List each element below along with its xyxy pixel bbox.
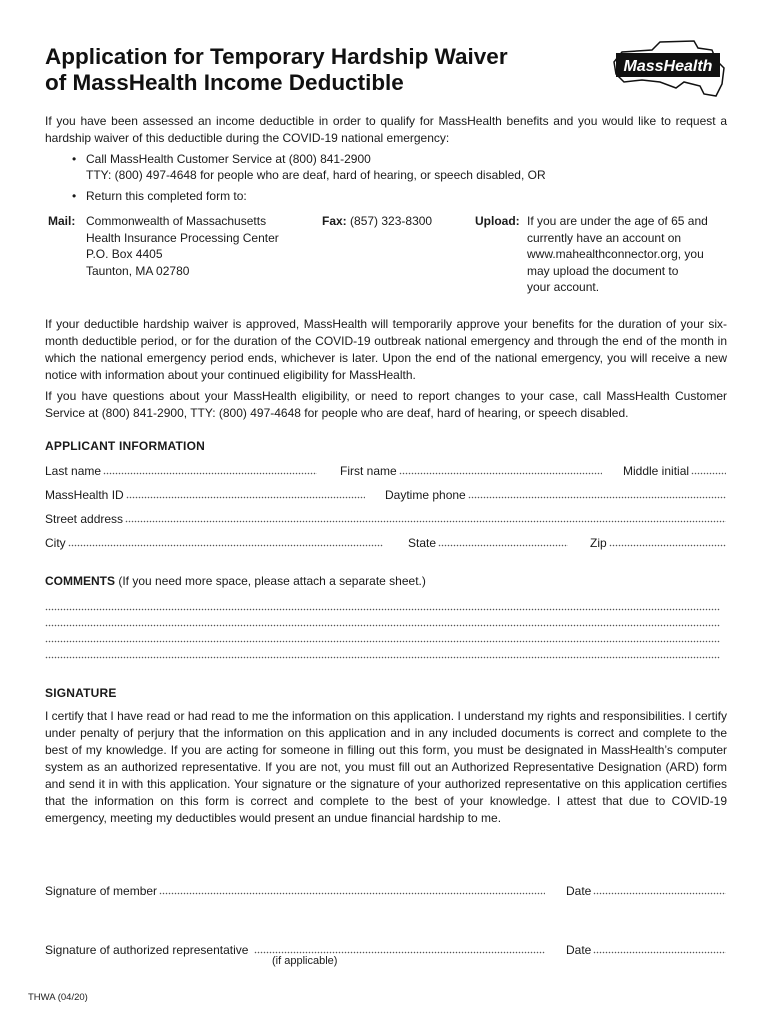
approval-paragraph: If your deductible hardship waiver is approved, MassHealth will temporarily approve your benefits for the duration of your six-month deductible period, or for the duration of the COVID-19 outbreak national emergency and through the end of the month in which the national emergency period ends, whichever is later. Upon the end of the national emergency, you will receive a new notice with information about your continued eligibility for MassHealth. — [45, 317, 727, 382]
fax-block — [322, 213, 432, 230]
daytime-phone-input-line[interactable] — [468, 496, 726, 499]
comments-line[interactable] — [45, 656, 720, 659]
upload-line: currently have an account on — [527, 230, 682, 245]
fax-label: Fax: — [322, 214, 347, 228]
comments-note: (If you need more space, please attach a separate sheet.) — [115, 574, 426, 588]
member-date-field[interactable] — [566, 882, 726, 898]
last-name-field[interactable] — [45, 462, 317, 478]
rep-date-label: Date — [566, 943, 592, 957]
zip-input-line[interactable] — [609, 544, 726, 547]
last-name-label: Last name — [45, 464, 102, 478]
comments-line[interactable] — [45, 640, 720, 643]
upload-line: may upload the document to — [527, 263, 679, 278]
upload-line: If you are under the age of 65 and — [527, 214, 708, 228]
logo-text: MassHealth — [623, 58, 713, 75]
daytime-phone-field[interactable] — [385, 486, 726, 502]
signature-heading: SIGNATURE — [45, 686, 117, 700]
if-applicable-note: (if applicable) — [272, 955, 338, 967]
first-name-field[interactable] — [340, 462, 602, 478]
comments-line[interactable] — [45, 624, 720, 627]
intro-paragraph: If you have been assessed an income deductible in order to qualify for MassHealth benefits and you would like to request a hardship waiver of this deductible during the COVID-19 national emergency: — [45, 114, 727, 145]
middle-initial-field[interactable] — [623, 462, 726, 478]
state-field[interactable] — [408, 534, 568, 550]
member-signature-line[interactable] — [159, 892, 545, 895]
mail-label: Mail: — [48, 214, 76, 228]
applicant-info-heading: APPLICANT INFORMATION — [45, 439, 205, 453]
street-address-label: Street address — [45, 512, 124, 526]
last-name-input-line[interactable] — [103, 472, 317, 475]
upload-line: www.mahealthconnector.org, you — [527, 247, 704, 261]
rep-date-line[interactable] — [593, 951, 726, 954]
upload-instructions — [527, 213, 708, 296]
page-title — [45, 44, 585, 96]
comments-heading-row — [45, 573, 426, 590]
rep-signature-line[interactable] — [254, 951, 545, 954]
questions-paragraph: If you have questions about your MassHealth eligibility, or need to report changes to your case, call MassHealth Customer Service at (800) 841-2900, TTY: (800) 497-4648 for people who are deaf, hard of hearing, or speech disabled. — [45, 389, 727, 420]
bullet-call-line2: TTY: (800) 497-4648 for people who are deaf, hard of hearing, or speech disabled, OR — [86, 168, 546, 182]
masshealth-id-input-line[interactable] — [126, 496, 365, 499]
city-input-line[interactable] — [68, 544, 383, 547]
mail-line: Taunton, MA 02780 — [86, 263, 190, 278]
first-name-input-line[interactable] — [399, 472, 602, 475]
rep-date-field[interactable] — [566, 941, 726, 957]
middle-initial-input-line[interactable] — [691, 472, 726, 475]
masshealth-id-field[interactable] — [45, 486, 365, 502]
city-label: City — [45, 536, 66, 550]
mail-line: P.O. Box 4405 — [86, 247, 163, 261]
member-date-label: Date — [566, 884, 592, 898]
certification-paragraph: I certify that I have read or had read to me the information on this application. I understand my rights and responsibilities. I certify under penalty of perjury that the information on this application and in any included documents is correct and complete to the best of my knowledge. If you are acting for someone in filling out this form, you must be designated in MassHealth’s computer system as an authorized representative. If you are not, you must fill out an Authorized Representative Designation (ARD) form and send it in with this application. Your signature or the signature of your authorized representative on this application certifies that the information on this form is correct and complete to the best of your knowledge. I attest that due to COVID-19 emergency, meeting my deductibles would present an undue financial hardship to me. — [45, 709, 727, 825]
masshealth-logo — [612, 38, 726, 100]
rep-signature-label: Signature of authorized representative — [45, 943, 249, 957]
upload-line: your account. — [527, 280, 600, 294]
zip-label: Zip — [590, 536, 607, 550]
state-label: State — [408, 536, 437, 550]
title-line-2: of MassHealth Income Deductible — [45, 70, 404, 95]
upload-label: Upload: — [475, 214, 520, 228]
street-address-input-line[interactable] — [125, 520, 726, 523]
mail-line: Commonwealth of Massachusetts — [86, 214, 267, 228]
state-input-line[interactable] — [438, 544, 568, 547]
bullet-call-line1: Call MassHealth Customer Service at (800) 841-2900 — [86, 152, 371, 166]
form-code: THWA (04/20) — [28, 992, 88, 1003]
middle-initial-label: Middle initial — [623, 464, 690, 478]
form-page: Application for Temporary Hardship Waiver of MassHealth Income Deductible MassHealth If you have been assessed an income deductible in order to qualify for MassHealth benefits and you would like to request a hardship waiver of this deductible during the COVID-19 national emergency: • Call MassHealth Customer Service at (800) 841-2900 TTY: (800) 497-4648 for people who are deaf, hard of hearing, or speech disabled, OR • Return this completed form to: Mail: Commonwealth of Massachusetts Health Insurance Processing Center P.O. Box 4405 Taunton, MA 02780 Fax: (857) 323-8300 Upload: If you are under the age of 65 and currently have an account on www.mahealthconnector.org, you may upload the document to your account. If your deductible hardship waiver is approved, MassHealth will temporarily approve your benefits for the duration of your six-month deductible period, or for the duration of the COVID-19 outbreak national emergency and through the end of the month in which the national emergency period ends, whichever is later. Upon the end of the national emergency, you will receive a new notice with information about your continued eligibility for MassHealth. If you have questions about your MassHealth eligibility, or need to report changes to your case, call MassHealth Customer Service at (800) 841-2900, TTY: (800) 497-4648 for people who are deaf, hard of hearing, or speech disabled. APPLICANT INFORMATION Last name First name Middle initial MassHealth ID Daytime phone Street address City State Zip COMMENTS (If you need more space, please attach a separate sheet.) SIGNATURE I certify that I have read or had read to me the information on this application. I understand my rights and responsibilities. I certify under penalty of perjury that the information on this application and in any included documents is correct and complete to the best of my knowledge. If you are acting for someone in filling out this form, you must be designated in MassHealth’s computer system as an authorized representative. If you are not, you must fill out an Authorized Representative Designation (ARD) form and send it in with this application. Your signature or the signature of your authorized representative on this application certifies that the information on this form is correct and complete to the best of your knowledge. I attest that due to COVID-19 emergency, meeting my deductibles would present an undue financial hardship to me. Signature of member Date Signature of authorized representative (if applicable) Date THWA (04/20) — [0, 0, 770, 1024]
member-signature-field[interactable] — [45, 882, 545, 898]
fax-number: (857) 323-8300 — [350, 214, 433, 228]
city-field[interactable] — [45, 534, 383, 550]
comments-line[interactable] — [45, 608, 720, 611]
member-date-line[interactable] — [593, 892, 726, 895]
member-signature-label: Signature of member — [45, 884, 158, 898]
mail-address — [86, 213, 279, 279]
daytime-phone-label: Daytime phone — [385, 488, 466, 502]
first-name-label: First name — [340, 464, 397, 478]
zip-field[interactable] — [590, 534, 726, 550]
title-line-1: Application for Temporary Hardship Waiver — [45, 44, 508, 69]
bullet-return-text: Return this completed form to: — [86, 189, 247, 203]
masshealth-id-label: MassHealth ID — [45, 488, 124, 502]
mail-line: Health Insurance Processing Center — [86, 230, 279, 245]
street-address-field[interactable] — [45, 510, 726, 526]
comments-heading: COMMENTS — [45, 574, 115, 588]
